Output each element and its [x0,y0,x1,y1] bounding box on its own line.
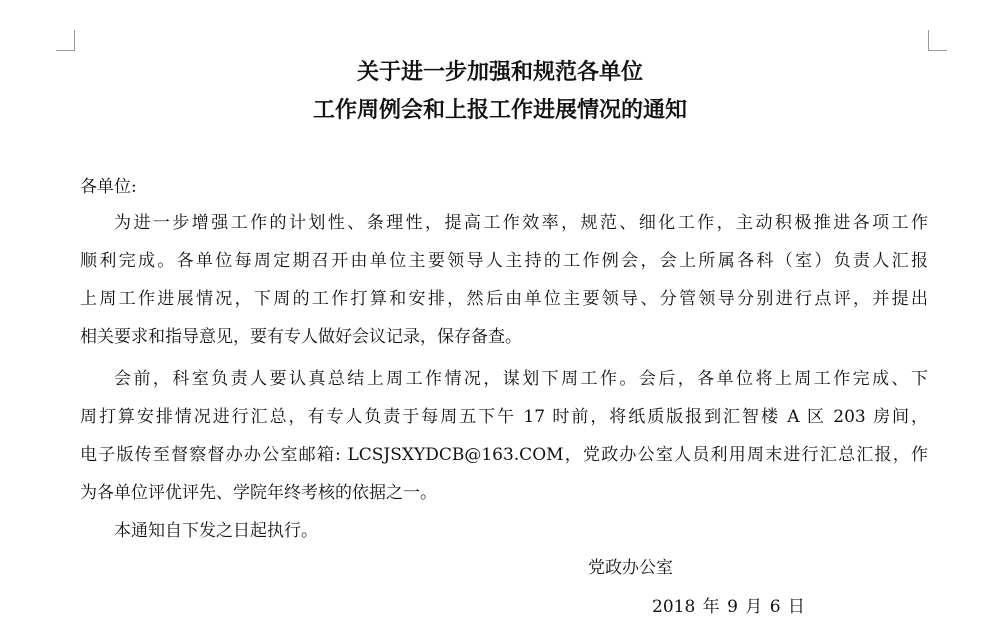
paragraph-2 [80,360,928,512]
crop-mark-top-right [928,30,947,51]
paragraph-3: 本通知自下发之日起执行。 [114,521,318,541]
paragraph-1-line-1: 为进一步增强工作的计划性、条理性，提高工作效率，规范、细化工作，主动积极推进各项工作 [114,213,928,233]
paragraph-2-line-4: 为各单位评优评先、学院年终考核的依据之一。 [80,483,437,503]
document-date: 2018 年 9 月 6 日 [652,597,805,617]
paragraph-1-line-3: 上周工作进展情况，下周的工作打算和安排，然后由单位主要领导、分管领导分别进行点评，并提出 [80,289,928,309]
document-title-line-2: 工作周例会和上报工作进展情况的通知 [312,98,687,123]
crop-mark-top-left [56,30,75,51]
salutation: 各单位: [80,177,137,197]
paragraph-1 [80,204,928,356]
paragraph-1-line-4: 相关要求和指导意见，要有专人做好会议记录，保存备查。 [80,327,522,347]
signature: 党政办公室 [588,558,673,578]
document-title-line-1: 关于进一步加强和规范各单位 [356,60,643,85]
paragraph-2-line-3: 电子版传至督察督办办公室邮箱: LCSJSXYDCB@163.COM，党政办公室人员利用周末进行汇总汇报，作 [80,445,928,465]
paragraph-1-line-2: 顺利完成。各单位每周定期召开由单位主要领导人主持的工作例会，会上所属各科（室）负责人汇报 [80,251,928,271]
paragraph-2-line-2: 周打算安排情况进行汇总，有专人负责于每周五下午 17 时前，将纸质版报到汇智楼 A 区 203 房间， [80,407,928,427]
paragraph-2-line-1: 会前，科室负责人要认真总结上周工作情况，谋划下周工作。会后，各单位将上周工作完成、下 [114,369,928,389]
